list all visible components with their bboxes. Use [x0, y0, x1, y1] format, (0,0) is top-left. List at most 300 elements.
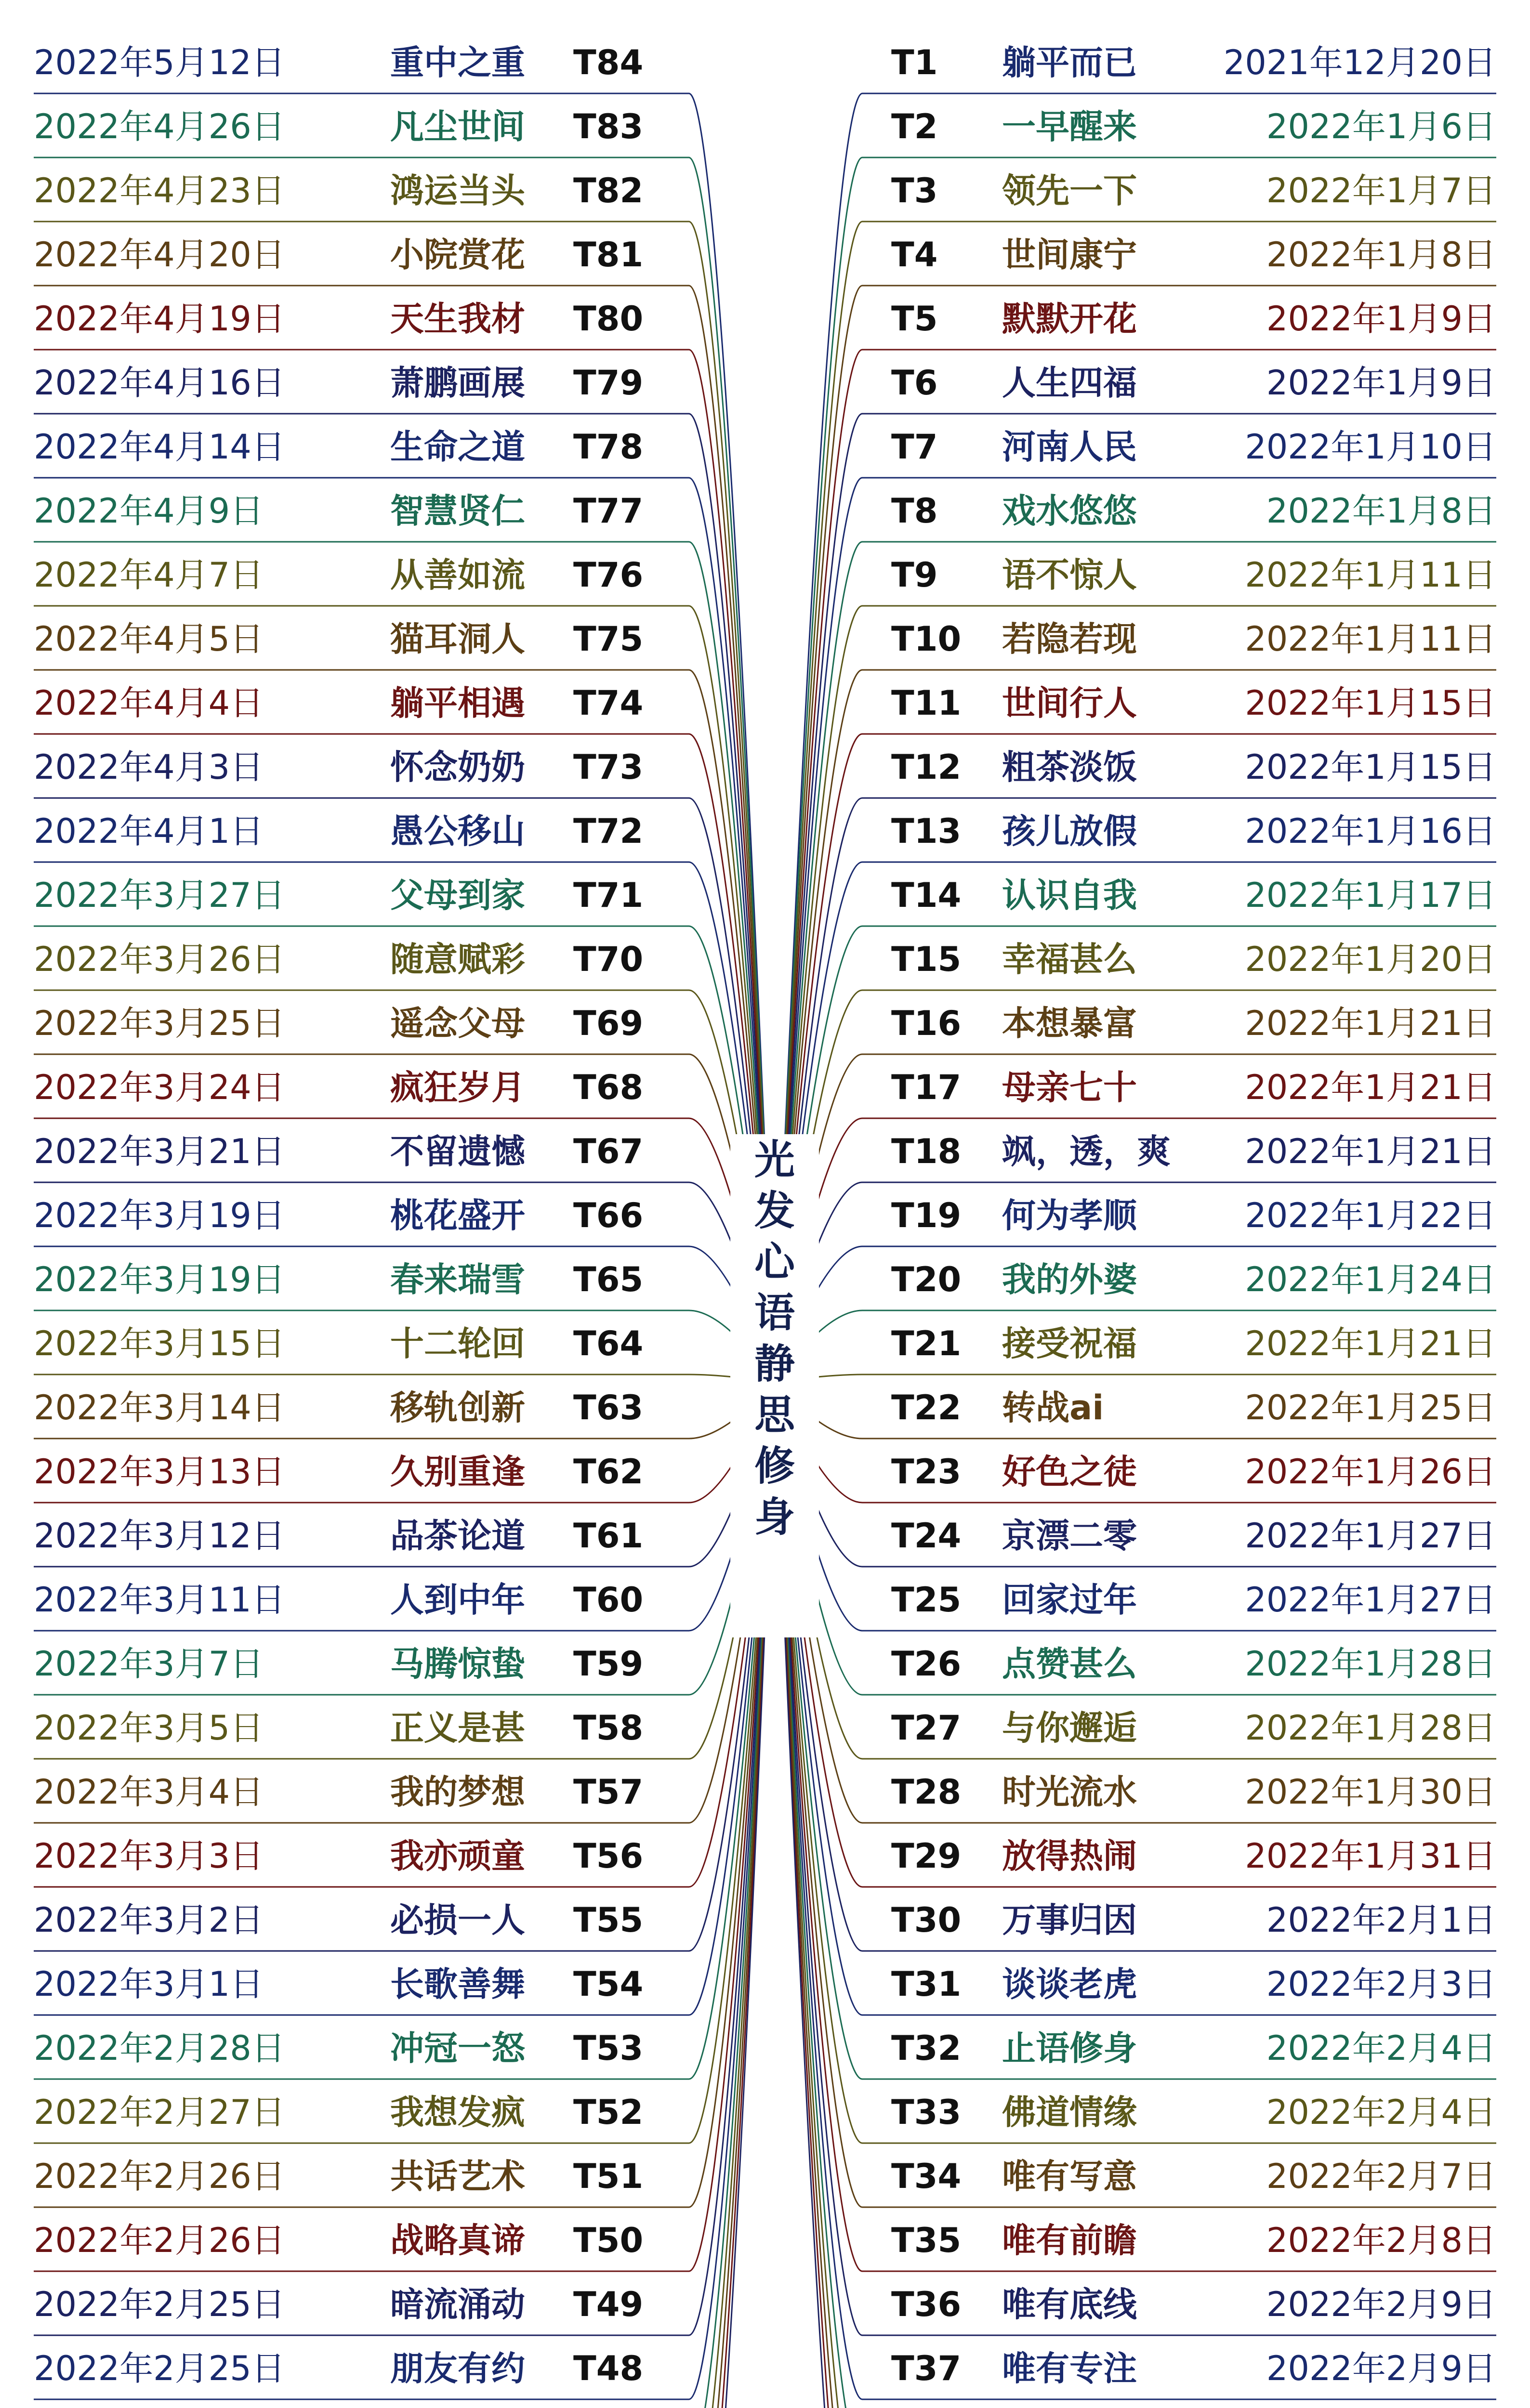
- topic-code: T74: [573, 683, 644, 723]
- topic-date: 2022年3月2日: [34, 1900, 264, 1940]
- topic-code: T52: [573, 2093, 644, 2132]
- topic-title: 冲冠一怒: [390, 2028, 525, 2068]
- topic-date: 2022年1月31日: [1245, 1836, 1496, 1876]
- topic-title: 移轨创新: [390, 1388, 525, 1427]
- topic-date: 2022年1月21日: [1245, 1132, 1496, 1171]
- topic-title: 母亲七十: [1002, 1068, 1137, 1107]
- topic-code: T33: [891, 2093, 962, 2132]
- left-topic-row: [34, 1251, 694, 1309]
- topic-title: 飒，透，爽: [1002, 1132, 1171, 1171]
- topic-date: 2022年3月1日: [34, 1964, 264, 2004]
- topic-date: 2022年1月21日: [1245, 1324, 1496, 1363]
- topic-code: T35: [891, 2221, 962, 2260]
- topic-date: 2022年1月27日: [1245, 1580, 1496, 1620]
- left-topic-row: [34, 674, 694, 732]
- left-topic-row: [34, 1187, 694, 1244]
- right-topic-row: [891, 1891, 1496, 1949]
- topic-date: 2022年1月16日: [1245, 811, 1496, 851]
- left-topic-row: [34, 290, 694, 348]
- topic-date: 2022年4月9日: [34, 491, 264, 531]
- topic-title: 重中之重: [390, 43, 525, 82]
- left-topic-row: [34, 1443, 694, 1501]
- topic-code: T82: [573, 171, 644, 210]
- topic-date: 2022年3月13日: [34, 1452, 285, 1492]
- topic-title: 我想发疯: [390, 2093, 525, 2132]
- right-topic-row: [891, 1507, 1496, 1565]
- topic-code: T59: [573, 1644, 644, 1684]
- topic-code: T63: [573, 1388, 644, 1427]
- topic-title: 语不惊人: [1002, 555, 1137, 595]
- topic-code: T78: [573, 427, 644, 467]
- topic-code: T8: [891, 491, 938, 531]
- right-topic-row: [891, 2276, 1496, 2333]
- topic-date: 2022年3月14日: [34, 1388, 285, 1427]
- left-topic-row: [34, 1699, 694, 1757]
- topic-title: 愚公移山: [390, 811, 525, 851]
- topic-code: T83: [573, 107, 644, 146]
- topic-date: 2022年1月7日: [1266, 171, 1496, 210]
- center-title-char: 发: [754, 1187, 795, 1234]
- topic-code: T61: [573, 1516, 644, 1556]
- topic-code: T14: [891, 876, 962, 915]
- left-topic-row: [34, 98, 694, 156]
- topic-title: 品茶论道: [390, 1516, 525, 1556]
- topic-date: 2022年1月17日: [1245, 876, 1496, 915]
- topic-date: 2022年3月27日: [34, 876, 285, 915]
- topic-date: 2022年1月20日: [1245, 940, 1496, 979]
- topic-title: 共话艺术: [390, 2157, 525, 2196]
- left-topic-row: [34, 1955, 694, 2013]
- topic-code: T36: [891, 2285, 962, 2324]
- left-topic-row: [34, 2147, 694, 2205]
- topic-title: 从善如流: [390, 555, 525, 595]
- topic-date: 2022年3月21日: [34, 1132, 285, 1171]
- topic-date: 2022年1月9日: [1266, 363, 1496, 403]
- topic-title: 转战ai: [1002, 1388, 1104, 1427]
- right-topic-row: [891, 546, 1496, 604]
- topic-code: T81: [573, 235, 644, 275]
- topic-date: 2022年2月25日: [34, 2285, 285, 2324]
- topic-code: T72: [573, 811, 644, 851]
- topic-code: T67: [573, 1132, 644, 1171]
- right-topic-row: [891, 802, 1496, 860]
- topic-title: 不留遗憾: [390, 1132, 525, 1171]
- topic-code: T3: [891, 171, 938, 210]
- topic-date: 2022年1月25日: [1245, 1388, 1496, 1427]
- topic-date: 2022年1月6日: [1266, 107, 1496, 146]
- topic-code: T20: [891, 1260, 962, 1299]
- right-topic-row: [891, 1699, 1496, 1757]
- topic-code: T76: [573, 555, 644, 595]
- left-topic-row: [34, 1059, 694, 1116]
- topic-title: 默默开花: [1002, 299, 1137, 339]
- center-title-char: 修: [754, 1442, 795, 1490]
- topic-date: 2022年1月28日: [1245, 1708, 1496, 1748]
- topic-title: 智慧贤仁: [390, 491, 525, 531]
- right-topic-row: [891, 2340, 1496, 2397]
- topic-code: T10: [891, 619, 962, 659]
- left-topic-row: [34, 1827, 694, 1885]
- topic-code: T55: [573, 1900, 644, 1940]
- topic-code: T49: [573, 2285, 644, 2324]
- topic-date: 2022年4月7日: [34, 555, 264, 595]
- topic-date: 2022年4月4日: [34, 683, 264, 723]
- topic-code: T27: [891, 1708, 962, 1748]
- topic-date: 2022年2月26日: [34, 2157, 285, 2196]
- topic-title: 京漂二零: [1002, 1516, 1137, 1556]
- topic-title: 鸿运当头: [390, 171, 525, 210]
- topic-code: T11: [891, 683, 962, 723]
- right-topic-row: [891, 995, 1496, 1052]
- topic-date: 2022年5月12日: [34, 43, 285, 82]
- right-topic-row: [891, 226, 1496, 284]
- topic-date: 2022年1月27日: [1245, 1516, 1496, 1556]
- left-topic-row: [34, 482, 694, 540]
- topic-date: 2022年4月3日: [34, 747, 264, 787]
- topic-code: T25: [891, 1580, 962, 1620]
- topic-title: 父母到家: [390, 876, 525, 915]
- topic-title: 凡尘世间: [390, 107, 525, 146]
- topic-date: 2022年2月28日: [34, 2028, 285, 2068]
- topic-date: 2022年1月28日: [1245, 1644, 1496, 1684]
- topic-date: 2022年4月5日: [34, 619, 264, 659]
- topic-date: 2022年2月8日: [1266, 2221, 1496, 2260]
- topic-date: 2022年1月10日: [1245, 427, 1496, 467]
- topic-code: T5: [891, 299, 938, 339]
- topic-title: 认识自我: [1002, 876, 1137, 915]
- topic-code: T16: [891, 1004, 962, 1043]
- topic-title: 人到中年: [390, 1580, 525, 1620]
- topic-title: 唯有写意: [1002, 2157, 1137, 2196]
- right-topic-row: [891, 1059, 1496, 1116]
- topic-date: [34, 2404, 371, 2408]
- topic-code: T79: [573, 363, 644, 403]
- topic-title: 萧鹏画展: [390, 363, 525, 403]
- topic-date: 2022年1月11日: [1245, 619, 1496, 659]
- center-title-char: 身: [754, 1493, 795, 1541]
- left-topic-row: [34, 2404, 694, 2408]
- topic-code: T84: [573, 43, 644, 82]
- left-topic-row: [34, 995, 694, 1052]
- topic-date: 2022年2月3日: [1266, 1964, 1496, 2004]
- topic-date: 2022年4月23日: [34, 171, 285, 210]
- topic-title: 本想暴富: [1002, 1004, 1137, 1043]
- left-topic-row: [34, 1507, 694, 1565]
- right-topic-row: [891, 1763, 1496, 1821]
- topic-title: 佛道情缘: [1002, 2093, 1137, 2132]
- left-topic-row: [34, 2212, 694, 2269]
- topic-title: 我亦顽童: [390, 1836, 525, 1876]
- right-topic-row: [891, 2019, 1496, 2077]
- topic-date: 2022年2月9日: [1266, 2285, 1496, 2324]
- topic-date: 2022年4月1日: [34, 811, 264, 851]
- center-title-char: 语: [754, 1289, 795, 1336]
- topic-code: [891, 2404, 997, 2408]
- topic-title: 世间康宁: [1002, 235, 1137, 275]
- topic-title: 正义是甚: [390, 1708, 525, 1748]
- topic-code: T54: [573, 1964, 644, 2004]
- right-topic-row: [891, 1571, 1496, 1629]
- right-topic-row: [891, 1443, 1496, 1501]
- right-topic-row: [891, 1187, 1496, 1244]
- topic-title: 止语修身: [1002, 2028, 1137, 2068]
- topic-code: T53: [573, 2028, 644, 2068]
- right-topic-row: [891, 1635, 1496, 1693]
- topic-date: 2022年2月7日: [1266, 2157, 1496, 2196]
- topic-date: 2022年3月24日: [34, 1068, 285, 1107]
- topic-code: T50: [573, 2221, 644, 2260]
- topic-title: 朋友有约: [390, 2349, 525, 2388]
- topic-code: T77: [573, 491, 644, 531]
- topic-code: T22: [891, 1388, 962, 1427]
- left-topic-row: [34, 546, 694, 604]
- topic-code: T71: [573, 876, 644, 915]
- topic-title: 领先一下: [1002, 171, 1137, 210]
- topic-date: 2022年4月26日: [34, 107, 285, 146]
- topic-code: T32: [891, 2028, 962, 2068]
- left-topic-row: [34, 1379, 694, 1437]
- topic-date: 2022年4月20日: [34, 235, 285, 275]
- topic-code: T31: [891, 1964, 962, 2004]
- topic-date: 2022年3月3日: [34, 1836, 264, 1876]
- topic-code: T7: [891, 427, 938, 467]
- left-topic-row: [34, 930, 694, 988]
- topic-code: T9: [891, 555, 938, 595]
- topic-date: 2022年2月25日: [34, 2349, 285, 2388]
- left-topic-row: [34, 34, 694, 92]
- topic-code: T18: [891, 1132, 962, 1171]
- topic-title: 怀念奶奶: [390, 747, 525, 787]
- topic-title: 时光流水: [1002, 1772, 1137, 1812]
- right-topic-row: [891, 1379, 1496, 1437]
- topic-title: 接受祝福: [1002, 1324, 1137, 1363]
- topic-code: T2: [891, 107, 938, 146]
- center-title-char: 思: [754, 1391, 795, 1439]
- topic-date: 2022年1月8日: [1266, 235, 1496, 275]
- topic-code: T15: [891, 940, 962, 979]
- topic-title: 躺平而已: [1002, 43, 1137, 82]
- topic-title: 戏水悠悠: [1002, 491, 1137, 531]
- topic-code: T58: [573, 1708, 644, 1748]
- topic-title: 一早醒来: [1002, 107, 1137, 146]
- topic-date: 2022年3月4日: [34, 1772, 264, 1812]
- center-title-char: 光: [754, 1136, 795, 1183]
- topic-code: T68: [573, 1068, 644, 1107]
- right-topic-row: [891, 2083, 1496, 2141]
- left-topic-row: [34, 162, 694, 220]
- topic-title: 战略真谛: [390, 2221, 525, 2260]
- right-topic-row: [891, 98, 1496, 156]
- right-topic-row: [891, 482, 1496, 540]
- left-topic-row: [34, 418, 694, 476]
- topic-date: 2022年3月25日: [34, 1004, 285, 1043]
- topic-title: 放得热闹: [1002, 1836, 1137, 1876]
- right-topic-row: [891, 418, 1496, 476]
- topic-code: T73: [573, 747, 644, 787]
- topic-title: 何为孝顺: [1002, 1196, 1137, 1235]
- topic-date: 2022年2月4日: [1266, 2028, 1496, 2068]
- right-topic-row: [891, 1315, 1496, 1373]
- topic-date: [1142, 2404, 1496, 2408]
- topic-date: 2022年3月26日: [34, 940, 285, 979]
- topic-title: 若隐若现: [1002, 619, 1137, 659]
- left-topic-row: [34, 2276, 694, 2333]
- topic-date: 2022年1月26日: [1245, 1452, 1496, 1492]
- right-topic-row: [891, 2404, 1496, 2408]
- topic-code: T34: [891, 2157, 962, 2196]
- center-title: [730, 1134, 819, 1637]
- right-topic-row: [891, 2147, 1496, 2205]
- topic-title: 回家过年: [1002, 1580, 1137, 1620]
- left-topic-row: [34, 1571, 694, 1629]
- topic-code: T26: [891, 1644, 962, 1684]
- topic-title: 必损一人: [390, 1900, 525, 1940]
- topic-title: 河南人民: [1002, 427, 1137, 467]
- topic-title: 与你邂逅: [1002, 1708, 1137, 1748]
- topic-code: T19: [891, 1196, 962, 1235]
- right-topic-row: [891, 1955, 1496, 2013]
- topic-title: 人生四福: [1002, 363, 1137, 403]
- topic-date: 2022年1月21日: [1245, 1004, 1496, 1043]
- left-topic-row: [34, 354, 694, 412]
- topic-title: 小院赏花: [390, 235, 525, 275]
- left-topic-row: [34, 1763, 694, 1821]
- left-topic-row: [34, 226, 694, 284]
- right-topic-row: [891, 930, 1496, 988]
- left-topic-row: [34, 1315, 694, 1373]
- topic-date: 2022年1月21日: [1245, 1068, 1496, 1107]
- topic-title: 春来瑞雪: [390, 1260, 525, 1299]
- topic-code: T28: [891, 1772, 962, 1812]
- topic-title: 万事归因: [1002, 1900, 1137, 1940]
- topic-title: 长歌善舞: [390, 1964, 525, 2004]
- topic-code: T69: [573, 1004, 644, 1043]
- center-title-char: 心: [754, 1238, 795, 1285]
- topic-title: 随意赋彩: [390, 940, 525, 979]
- topic-date: 2022年4月19日: [34, 299, 285, 339]
- topic-date: 2022年1月24日: [1245, 1260, 1496, 1299]
- topic-title: 猫耳洞人: [390, 619, 525, 659]
- topic-code: T37: [891, 2349, 962, 2388]
- center-title-char: 静: [754, 1340, 795, 1387]
- left-topic-row: [34, 738, 694, 796]
- topic-code: T48: [573, 2349, 644, 2388]
- left-topic-row: [34, 1891, 694, 1949]
- topic-date: 2022年2月27日: [34, 2093, 285, 2132]
- topic-title: 世间行人: [1002, 683, 1137, 723]
- right-topic-row: [891, 1123, 1496, 1180]
- topic-date: 2022年2月9日: [1266, 2349, 1496, 2388]
- topic-code: T51: [573, 2157, 644, 2196]
- right-topic-row: [891, 1251, 1496, 1309]
- left-topic-row: [34, 2340, 694, 2397]
- topic-date: 2022年2月26日: [34, 2221, 285, 2260]
- left-topic-row: [34, 2083, 694, 2141]
- topic-code: T6: [891, 363, 938, 403]
- topic-date: 2022年4月16日: [34, 363, 285, 403]
- topic-date: 2022年1月15日: [1245, 683, 1496, 723]
- right-topic-row: [891, 1827, 1496, 1885]
- left-topic-row: [34, 802, 694, 860]
- topic-code: T80: [573, 299, 644, 339]
- topic-code: T24: [891, 1516, 962, 1556]
- topic-code: T60: [573, 1580, 644, 1620]
- left-topic-row: [34, 1635, 694, 1693]
- topic-title: 好色之徒: [1002, 1452, 1137, 1492]
- left-topic-row: [34, 866, 694, 924]
- topic-code: T66: [573, 1196, 644, 1235]
- topic-title: 十二轮回: [390, 1324, 525, 1363]
- right-topic-row: [891, 2212, 1496, 2269]
- topic-date: 2022年1月8日: [1266, 491, 1496, 531]
- topic-title: 天生我材: [390, 299, 525, 339]
- topic-code: T70: [573, 940, 644, 979]
- topic-title: 粗茶淡饭: [1002, 747, 1137, 787]
- topic-title: 马腾惊蛰: [390, 1644, 525, 1684]
- topic-title: 遥念父母: [390, 1004, 525, 1043]
- topic-date: 2022年1月9日: [1266, 299, 1496, 339]
- topic-code: T29: [891, 1836, 962, 1876]
- topic-title: 桃花盛开: [390, 1196, 525, 1235]
- topic-date: 2022年2月1日: [1266, 1900, 1496, 1940]
- topic-title: 唯有底线: [1002, 2285, 1137, 2324]
- topic-code: T23: [891, 1452, 962, 1492]
- right-topic-row: [891, 866, 1496, 924]
- right-topic-row: [891, 674, 1496, 732]
- left-topic-row: [34, 2019, 694, 2077]
- left-topic-row: [34, 610, 694, 668]
- topic-title: 孩儿放假: [1002, 811, 1137, 851]
- topic-title: 生命之道: [390, 427, 525, 467]
- topic-title: 久别重逢: [390, 1452, 525, 1492]
- topic-date: 2022年3月15日: [34, 1324, 285, 1363]
- topic-code: T13: [891, 811, 962, 851]
- topic-title: 疯狂岁月: [390, 1068, 525, 1107]
- topic-code: T4: [891, 235, 938, 275]
- topic-date: 2022年4月14日: [34, 427, 285, 467]
- topic-title: 暗流涌动: [390, 2285, 525, 2324]
- topic-date: 2022年3月7日: [34, 1644, 264, 1684]
- topic-title: [390, 2404, 583, 2408]
- topic-title: 我的梦想: [390, 1772, 525, 1812]
- topic-code: T75: [573, 619, 644, 659]
- topic-date: 2022年1月30日: [1245, 1772, 1496, 1812]
- topic-code: T62: [573, 1452, 644, 1492]
- right-topic-row: [891, 354, 1496, 412]
- topic-code: T30: [891, 1900, 962, 1940]
- topic-title: 唯有专注: [1002, 2349, 1137, 2388]
- right-topic-row: [891, 162, 1496, 220]
- topic-date: 2021年12月20日: [1223, 43, 1496, 82]
- topic-date: 2022年3月5日: [34, 1708, 264, 1748]
- topic-code: T57: [573, 1772, 644, 1812]
- topic-code: T64: [573, 1324, 644, 1363]
- topic-date: 2022年1月22日: [1245, 1196, 1496, 1235]
- topic-code: T17: [891, 1068, 962, 1107]
- topic-title: 我的外婆: [1002, 1260, 1137, 1299]
- topic-title: 幸福甚么: [1002, 940, 1137, 979]
- right-topic-row: [891, 34, 1496, 92]
- right-topic-row: [891, 610, 1496, 668]
- topic-date: 2022年1月15日: [1245, 747, 1496, 787]
- topic-title: 躺平相遇: [390, 683, 525, 723]
- topic-code: T56: [573, 1836, 644, 1876]
- topic-title: 唯有前瞻: [1002, 2221, 1137, 2260]
- topic-code: T12: [891, 747, 962, 787]
- left-topic-row: [34, 1123, 694, 1180]
- topic-date: 2022年3月19日: [34, 1196, 285, 1235]
- topic-code: T21: [891, 1324, 962, 1363]
